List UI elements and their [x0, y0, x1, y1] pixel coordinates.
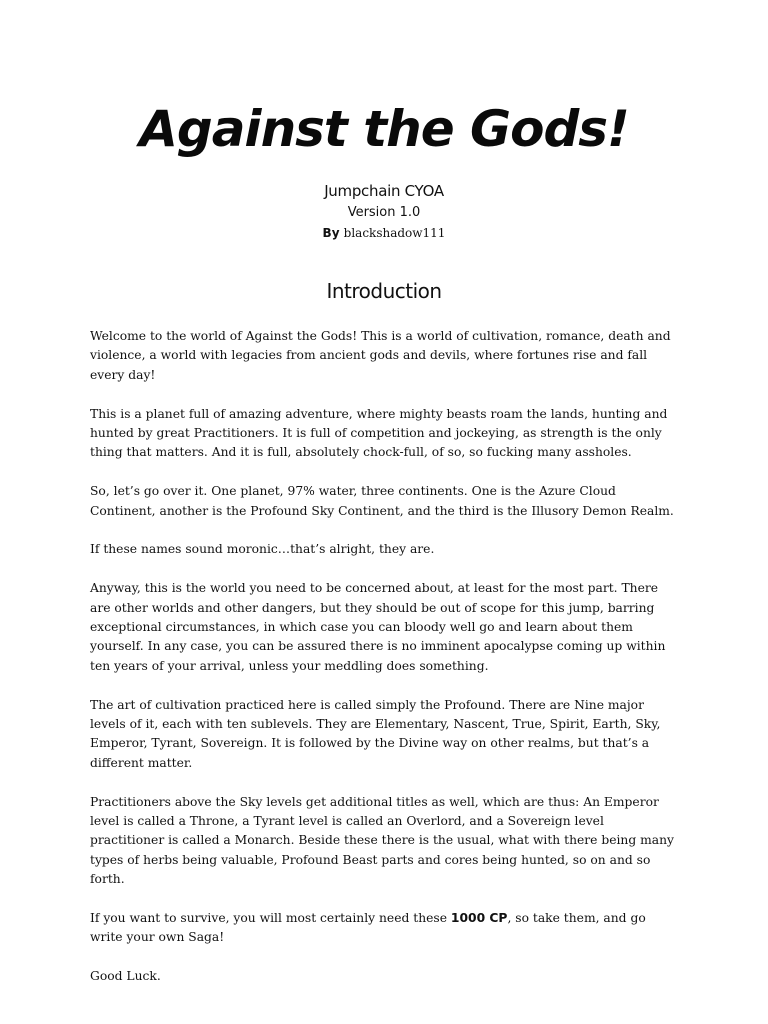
cp-amount: 1000 CP: [450, 911, 508, 926]
section-heading: Introduction: [326, 279, 442, 303]
paragraph: Welcome to the world of Against the Gods! This is a world of cultivation, romance, death and violence, a world with legacies from ancient gods and devils, where fortunes rise and fall every day!: [90, 329, 671, 382]
by-label: By: [322, 226, 340, 240]
document-body: [90, 327, 680, 1006]
document-subtitle: Jumpchain CYOA: [324, 182, 444, 200]
version-label: Version 1.0: [347, 205, 421, 220]
paragraph: The art of cultivation practiced here is called simply the Profound. There are Nine major levels of it, each with ten sublevels. They are Elementary, Nascent, True, Spirit, Earth, Sky, Emperor, Tyrant, Sovereign. It is followed by the Divine way on other realms, but that’s a different matter.: [90, 697, 661, 770]
byline: [0, 226, 768, 241]
document-title: Against the Gods!: [139, 100, 629, 158]
paragraph: This is a planet full of amazing adventure, where mighty beasts roam the lands, hunting and hunted by great Practitioners. It is full of competition and jockeying, as strength is the only thing that matters. And it is full, absolutely chock-full, of so, so fucking many assholes.: [90, 406, 668, 460]
closing-paragraph: [90, 909, 680, 948]
paragraph: Practitioners above the Sky levels get additional titles as well, which are thus: An Emperor level is called a Throne, a Tyrant level is called an Overlord, and a Sovereign level practitioner is called a Monarch. Beside these there is the usual, what with there being many types of herbs being valuable, Profound Beast parts and cores being hunted, so on and so forth.: [90, 794, 674, 887]
author-name: blackshadow111: [343, 226, 446, 240]
closing-text-end: , so take them, and go write your own Saga!: [90, 911, 646, 945]
paragraph: If these names sound moronic…that’s alright, they are.: [90, 542, 435, 557]
closing-text-start: If you want to survive, you will most certainly need these: [90, 911, 451, 926]
paragraph: Anyway, this is the world you need to be concerned about, at least for the most part. There are other worlds and other dangers, but they should be out of scope for this jump, barring exceptional circumstances, in which case you can bloody well go and learn about them yourself. In any case, you can be assured there is no imminent apocalypse coming up within ten years of your arrival, unless your meddling does something.: [90, 581, 666, 673]
paragraph: So, let’s go over it. One planet, 97% water, three continents. One is the Azure Cloud Continent, another is the Profound Sky Continent, and the third is the Illusory Demon Realm.: [90, 484, 674, 518]
sign-off: Good Luck.: [90, 969, 161, 984]
